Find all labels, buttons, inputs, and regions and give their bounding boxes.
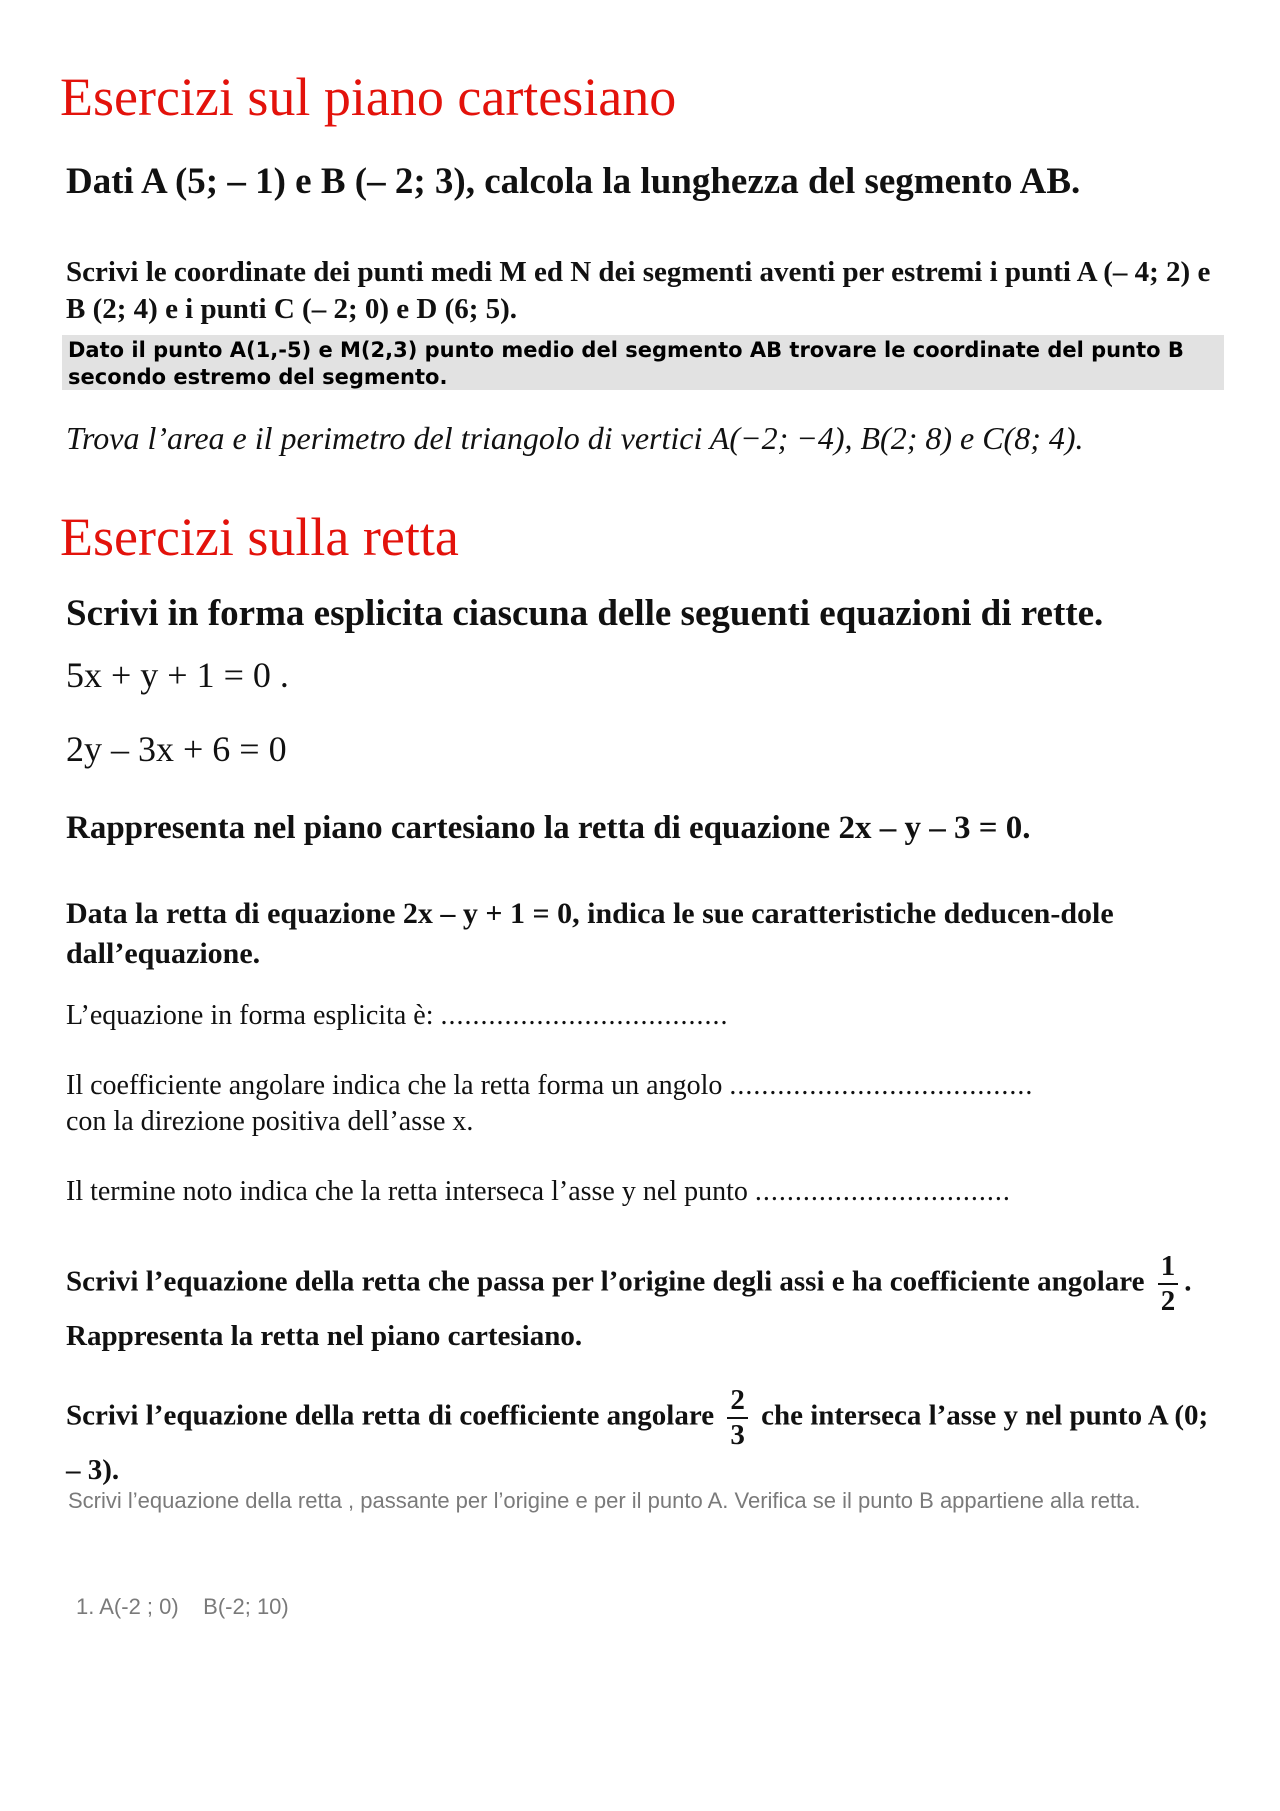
fill-label-continued: con la direzione positiva dell’asse x.: [66, 1106, 474, 1137]
exercise-text: che interseca l’asse y nel punto A (0; – 3).: [66, 1399, 1209, 1486]
fraction-denominator: 3: [730, 1419, 745, 1451]
fill-label: Il termine noto indica che la retta interseca l’asse y nel punto: [66, 1176, 748, 1207]
section-title-retta: Esercizi sulla retta: [60, 507, 459, 567]
exercise-represent-line: Rappresenta nel piano cartesiano la retta di equazione 2x – y – 3 = 0.: [66, 810, 1031, 846]
exercise-explicit-form: Scrivi in forma esplicita ciascuna delle seguenti equazioni di rette.: [66, 593, 1104, 634]
blank-dots: ......................................: [729, 1070, 1034, 1101]
exercise-line-characteristics: Data la retta di equazione 2x – y + 1 = 0, indica le sue caratteristiche deducen-dole dall’equazione.: [66, 897, 1114, 970]
fraction-numerator: 1: [1158, 1252, 1179, 1285]
exercise-line-through-origin-and-point: Scrivi l’equazione della retta , passante per l’origine e per il punto A. Verifica se il punto B appartiene alla retta.: [68, 1488, 1141, 1513]
exercise-segment-length: Dati A (5; – 1) e B (– 2; 3), calcola la lunghezza del segmento AB.: [66, 161, 1081, 202]
exercise-text: . Rappresenta la retta nel piano cartesiano.: [66, 1265, 1192, 1352]
equation-2: 2y – 3x + 6 = 0: [66, 729, 287, 769]
exercise-triangle-area: Trova l’area e il perimetro del triangolo di vertici A(−2; −4), B(2; 8) e C(8; 4).: [66, 420, 1084, 456]
exercise-midpoints: Scrivi le coordinate dei punti medi M ed N dei segmenti aventi per estremi i punti A (– 4; 2) e B (2; 4) e i punti C (– 2; 0) e D (6; 5).: [66, 256, 1211, 325]
list-item: 1. A(-2 ; 0) B(-2; 10): [76, 1594, 289, 1619]
equation-1: 5x + y + 1 = 0 .: [66, 655, 289, 695]
exercise-second-endpoint: Dato il punto A(1,-5) e M(2,3) punto medio del segmento AB trovare le coordinate del punto B secondo estremo del segmento.: [68, 338, 1184, 389]
blank-dots: ................................: [754, 1176, 1011, 1207]
fraction-two-thirds: [727, 1386, 748, 1450]
blank-dots: ....................................: [440, 1000, 729, 1031]
fraction-one-half: [1158, 1252, 1179, 1316]
section-title-piano-cartesiano: Esercizi sul piano cartesiano: [60, 67, 677, 127]
fill-explicit-form: [66, 1000, 1226, 1032]
exercise-text: Scrivi l’equazione della retta che passa per l’origine degli assi e ha coefficiente angolare: [66, 1265, 1145, 1298]
fill-label: L’equazione in forma esplicita è:: [66, 1000, 434, 1031]
fill-label: Il coefficiente angolare indica che la retta forma un angolo: [66, 1070, 723, 1101]
exercise-text: Scrivi l’equazione della retta di coefficiente angolare: [66, 1399, 715, 1432]
exercise-line-through-origin: [66, 1252, 1226, 1356]
fill-intercept: [66, 1176, 1226, 1208]
exercise-line-slope-intercept: [66, 1386, 1226, 1490]
highlighted-exercise-box: [62, 335, 1224, 390]
fraction-denominator: 2: [1160, 1285, 1176, 1317]
fill-angular-coefficient: [66, 1068, 1226, 1140]
fraction-numerator: 2: [727, 1386, 748, 1419]
